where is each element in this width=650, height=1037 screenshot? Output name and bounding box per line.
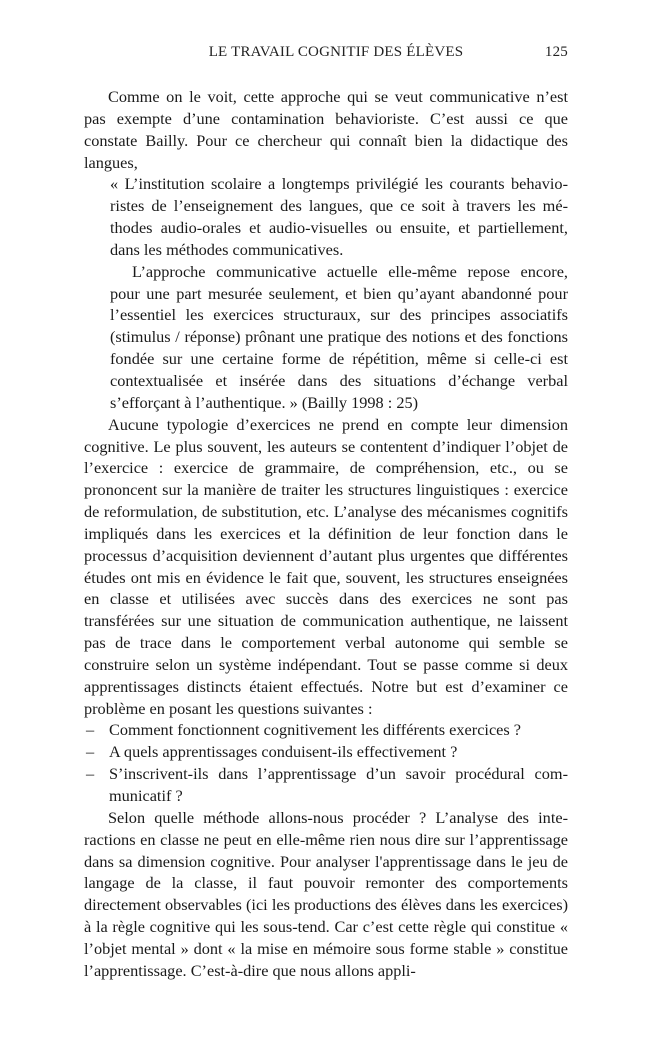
research-questions-list [84,719,568,806]
block-quote [110,173,568,413]
paragraph-typology: Aucune typologie d’exercices ne prend en compte leur dimension cognitive. Le plus souvent, les auteurs se contentent d’indiquer l’objet de l’exercice : exercice de grammaire, de compréhension, etc., ou se prononcent sur la manière de traiter les structures linguistiques : exercice de reformulation, de substitution, etc. L’analyse des mécanismes cognitifs impliqués dans les exercices et la définition de leur fonction dans le processus d’acquisition deviennent d’autant plus urgentes que différentes études ont mis en évidence le fait que, souvent, les structures enseignées en classe et utilisées avec succès dans des exercices ne sont pas transférées sur une situation de communication authentique, ne laissent pas de trace dans le comportement verbal autonome qui semble se construire selon un système indépendant. Tout se passe comme si deux apprentissages distincts étaient effectués. Notre but est d’examiner ce problème en posant les questions suivantes : [84,414,568,718]
list-item-text: Comment fonctionnent cognitivement les différents exercices ? [109,720,522,740]
book-page [84,44,568,982]
dash-bullet-icon: – [86,742,95,762]
quote-paragraph-2: L’approche communicative actuelle elle-même repose encore, pour une part mesurée seulement, et bien qu’ayant abandonné pour l’essentiel les exercices structuraux, sur des principes associatifs (stimulus / réponse) prônant une pratique des notions et des fonctions fondée sur une certaine forme de répétition, même si celle-ci est contextualisée et insérée dans des situations d’échange verbal s’efforçant à l’authentique. » (Bailly 1998 : 25) [110,261,568,412]
page-number: 125 [544,44,568,60]
quote-paragraph-1: « L’institution scolaire a longtemps privilégié les courants behavioristes de l’enseignement des langues, que ce soit à travers les méthodes audio-orales et audio-visuelles ou ensuite, et partiellement, dans les méthodes communicatives. [110,174,568,259]
running-head [84,44,568,66]
list-item [84,741,568,763]
list-item [84,763,568,807]
list-item-text: A quels apprentissages conduisent-ils effectivement ? [109,742,458,762]
paragraph-method: Selon quelle méthode allons-nous procéder ? L’analyse des interactions en classe ne peut en elle-même rien nous dire sur l’apprentissage dans sa dimension cognitive. Pour analyser l'apprentissage dans le jeu de langage de la classe, il faut pouvoir remonter des comportements directement observables (ici les productions des élèves dans les exercices) à la règle cognitive qui les sous-tend. Car c’est cette règle qui constitue « l’objet mental » dont « la mise en mémoire sous forme stable » constitue l’apprentissage. C’est-à-dire que nous allons appli- [84,807,568,980]
chapter-title: LE TRAVAIL COGNITIF DES ÉLÈVES [208,44,464,60]
list-item-text: S’inscrivent-ils dans l’apprentissage d’un savoir procédural communicatif ? [109,764,568,805]
dash-bullet-icon: – [86,720,95,740]
list-item [84,719,568,741]
paragraph-intro: Comme on le voit, cette approche qui se veut communicative n’est pas exempte d’une contamination behavioriste. C’est aussi ce que constate Bailly. Pour ce chercheur qui connaît bien la didactique des langues, [84,87,568,172]
body-text [84,86,568,982]
dash-bullet-icon: – [86,764,95,784]
